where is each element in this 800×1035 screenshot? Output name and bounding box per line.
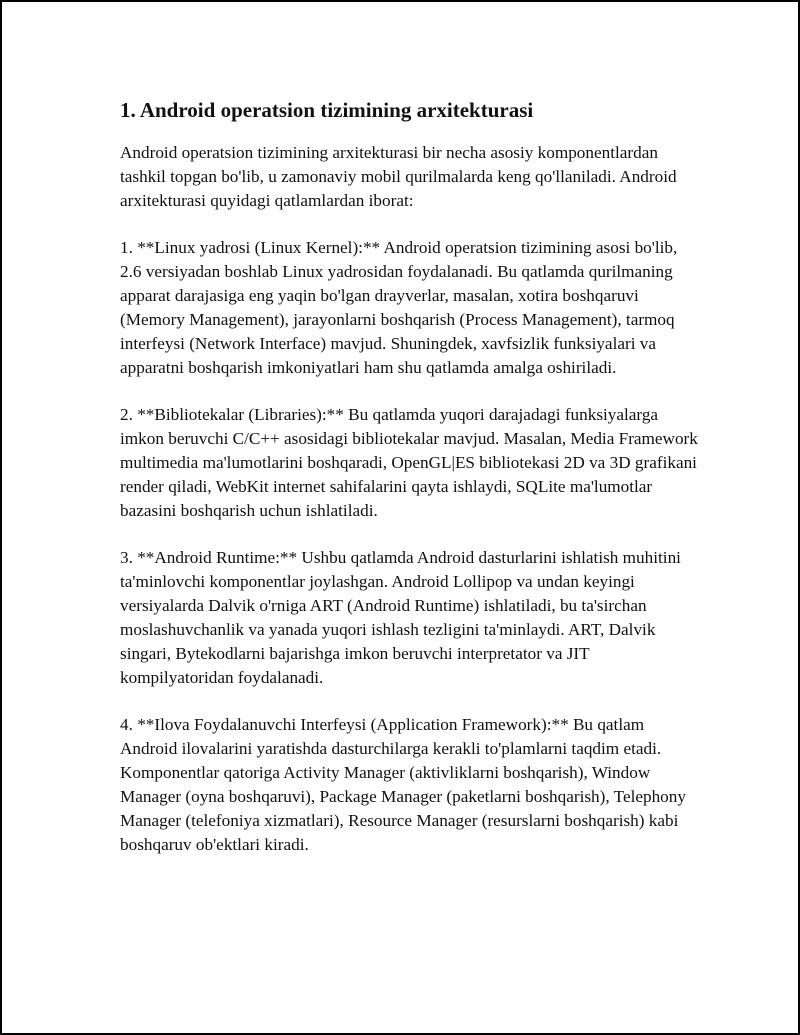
libraries-paragraph: 2. **Bibliotekalar (Libraries):** Bu qatlamda yuqori darajadagi funksiyalarga imkon beruvchi C/C++ asosidagi bibliotekalar mavjud. Masalan, Media Framework multimedia ma'lumotlarini boshqaradi, OpenGL|ES bibliotekasi 2D va 3D grafikani render qiladi, WebKit internet sahifalarini qayta ishlaydi, SQLite ma'lumotlar bazasini boshqarish uchun ishlatiladi.: [120, 405, 698, 520]
application-framework-paragraph: 4. **Ilova Foydalanuvchi Interfeysi (Application Framework):** Bu qatlam Android ilovalarini yaratishda dasturchilarga kerakli to'plamlarni taqdim etadi. Komponentlar qatoriga Activity Manager (aktivliklarni boshqarish), Window Manager (oyna boshqaruvi), Package Manager (paketlarni boshqarish), Telephony Manager (telefoniya xizmatlari), Resource Manager (resurslarni boshqarish) kabi boshqaruv ob'ektlari kiradi.: [120, 715, 686, 854]
document-body: [120, 97, 700, 880]
document-title: 1. Android operatsion tizimining arxitekturasi: [120, 98, 534, 122]
intro-paragraph: Android operatsion tizimining arxitekturasi bir necha asosiy komponentlardan tashkil topgan bo'lib, u zamonaviy mobil qurilmalarda keng qo'llaniladi. Android arxitekturasi quyidagi qatlamlardan iborat:: [120, 143, 677, 210]
android-runtime-paragraph: 3. **Android Runtime:** Ushbu qatlamda Android dasturlarini ishlatish muhitini ta'minlovchi komponentlar joylashgan. Android Lollipop va undan keyingi versiyalarda Dalvik o'rniga ART (Android Runtime) ishlatiladi, bu ta'sirchan moslashuvchanlik va yanada yuqori ishlash tezligini ta'minlaydi. ART, Dalvik singari, Bytekodlarni bajarishga imkon beruvchi interpretator va JIT kompilyatoridan foydalanadi.: [120, 548, 681, 687]
linux-kernel-paragraph: 1. **Linux yadrosi (Linux Kernel):** Android operatsion tizimining asosi bo'lib, 2.6 versiyadan boshlab Linux yadrosidan foydalanadi. Bu qatlamda qurilmaning apparat darajasiga eng yaqin bo'lgan drayverlar, masalan, xotira boshqaruvi (Memory Management), jarayonlarni boshqarish (Process Management), tarmoq interfeysi (Network Interface) mavjud. Shuningdek, xavfsizlik funksiyalari va apparatni boshqarish imkoniyatlari ham shu qatlamda amalga oshiriladi.: [120, 238, 678, 377]
